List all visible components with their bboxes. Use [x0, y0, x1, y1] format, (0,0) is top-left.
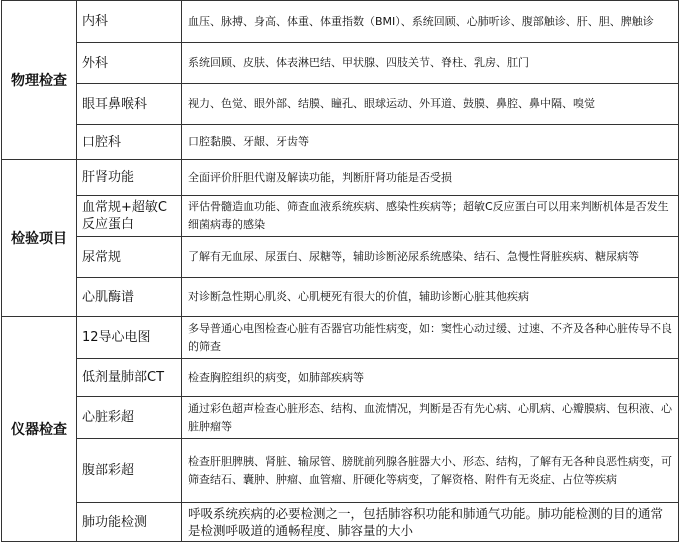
table-row [2, 278, 679, 317]
item-name: 血常规+超敏C反应蛋白 [77, 196, 182, 237]
item-description: 通过彩色超声检查心脏形态、结构、血流情况，判断是否有先心病、心肌病、心瓣膜病、包积液、心脏肿瘤等 [182, 397, 679, 439]
item-description: 检查胸腔组织的病变，如肺部疾病等 [182, 359, 679, 397]
item-name: 12导心电图 [77, 317, 182, 359]
item-description: 全面评价肝胆代谢及解读功能，判断肝肾功能是否受损 [182, 160, 679, 196]
item-name: 低剂量肺部CT [77, 359, 182, 397]
item-name: 内科 [77, 1, 182, 43]
table-row [2, 84, 679, 125]
exam-items-table [1, 0, 679, 542]
table-row [2, 196, 679, 237]
item-name: 尿常规 [77, 237, 182, 278]
table-row [2, 125, 679, 160]
table-row [2, 160, 679, 196]
item-name: 眼耳鼻喉科 [77, 84, 182, 125]
category-instrument-exams: 仪器检查 [2, 317, 77, 542]
item-description: 检查肝胆脾胰、肾脏、输尿管、膀胱前列腺各脏器大小、形态、结构，了解有无各种良恶性病变，可筛查结石、囊肿、肿瘤、血管瘤、肝硬化等病变，了解资格、附件有无炎症、占位等疾病 [182, 439, 679, 503]
table-row [2, 317, 679, 359]
item-name: 心脏彩超 [77, 397, 182, 439]
item-description: 对诊断急性期心肌炎、心肌梗死有很大的价值，辅助诊断心脏其他疾病 [182, 278, 679, 317]
item-name: 肝肾功能 [77, 160, 182, 196]
item-description: 系统回顾、皮肤、体表淋巴结、甲状腺、四肢关节、脊柱、乳房、肛门 [182, 43, 679, 84]
category-lab-tests: 检验项目 [2, 160, 77, 317]
table-row [2, 359, 679, 397]
item-description: 多导普通心电图检查心脏有否器官功能性病变，如：窦性心动过缓、过速、不齐及各种心脏传导不良的筛查 [182, 317, 679, 359]
table-row [2, 237, 679, 278]
item-name: 外科 [77, 43, 182, 84]
item-description: 评估骨髓造血功能、筛查血液系统疾病、感染性疾病等；超敏C反应蛋白可以用来判断机体是否发生细菌病毒的感染 [182, 196, 679, 237]
item-name: 肺功能检测 [77, 503, 182, 542]
item-name: 心肌酶谱 [77, 278, 182, 317]
item-description: 血压、脉搏、身高、体重、体重指数（BMI）、系统回顾、心肺听诊、腹部触诊、肝、胆、脾触诊 [182, 1, 679, 43]
table-row [2, 1, 679, 43]
table-row [2, 439, 679, 503]
item-name: 口腔科 [77, 125, 182, 160]
table-row [2, 43, 679, 84]
category-physical-exam: 物理检查 [2, 1, 77, 160]
table-row [2, 503, 679, 542]
item-name: 腹部彩超 [77, 439, 182, 503]
item-description: 了解有无血尿、尿蛋白、尿糖等，辅助诊断泌尿系统感染、结石、急慢性肾脏疾病、糖尿病等 [182, 237, 679, 278]
item-description: 口腔黏膜、牙龈、牙齿等 [182, 125, 679, 160]
item-description: 视力、色觉、眼外部、结膜、瞳孔、眼球运动、外耳道、鼓膜、鼻腔、鼻中隔、嗅觉 [182, 84, 679, 125]
table-row [2, 397, 679, 439]
item-description: 呼吸系统疾病的必要检测之一，包括肺容积功能和肺通气功能。肺功能检测的目的通常是检测呼吸道的通畅程度、肺容量的大小 [182, 503, 679, 542]
